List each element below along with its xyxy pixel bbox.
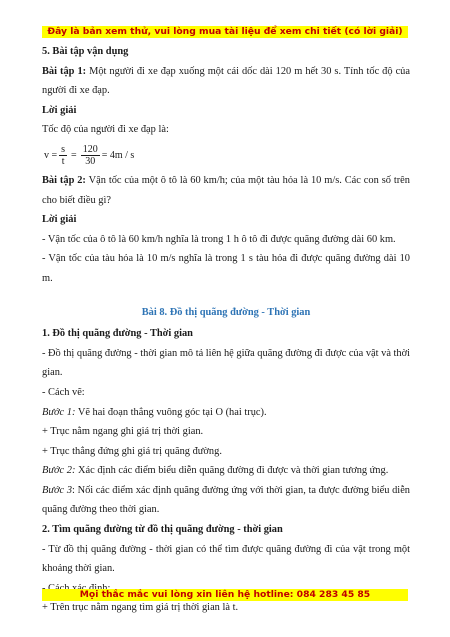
subsection-heading: 2. Tìm quãng đường từ đồ thị quãng đường - thời gian [42,524,283,536]
speed-formula [44,141,410,171]
solution-heading: Lời giải [42,104,77,116]
step-label: Bước 2: [42,465,76,477]
step-label: Bước 1: [42,406,76,418]
step-text: : Nối các điểm xác định quãng đường ứng với thời gian, ta được đường biểu diễn quãng đường theo thời gian. [42,484,411,516]
paragraph: - Từ đồ thị quãng đường - thời gian có thể tìm được quãng đường đi của vật trong một khoảng thời gian. [42,543,410,575]
paragraph: + Trên trục nằm ngang tìm giá trị thời gian là t. [42,602,239,614]
paragraph: - Đồ thị quãng đường - thời gian mô tả liên hệ giữa quãng đường đi được của vật và thời gian. [42,347,410,379]
document-page [42,42,410,618]
subsection-heading: 1. Đồ thị quãng đường - Thời gian [42,328,193,340]
step-text: Vẽ hai đoạn thẳng vuông góc tại O (hai trục). [75,406,267,418]
exercise-label: Bài tập 2: [42,174,86,186]
solution-heading: Lời giải [42,214,77,226]
fraction-120-over-30 [81,144,100,167]
step-text: Xác định các điểm biểu diễn quãng đường đi được và thời gian tương ứng. [75,465,389,477]
formula-lhs: v = [44,150,58,162]
formula-equals: = [71,150,77,162]
section-heading: 5. Bài tập vận dụng [42,46,129,57]
step-1 [42,403,410,423]
exercise-text: Vận tốc của một ô tô là 60 km/h; của một tàu hỏa là 10 m/s. Các con số trên cho biết điều gì? [42,174,410,206]
step-label: Bước 3 [42,484,73,496]
exercise-1 [42,62,410,101]
lesson-title: Bài 8. Đồ thị quãng đường - Thời gian [141,306,311,318]
paragraph: - Cách vẽ: [42,386,85,398]
exercise-2 [42,171,410,210]
exercise-text: Một người đi xe đạp xuống một cái dốc dài 120 m hết 30 s. Tính tốc độ của người đi xe đạp. [42,65,410,97]
hotline-banner: Mọi thắc mắc vui lòng xin liên hệ hotline: 084 283 45 85 [42,589,408,601]
fraction-denominator: 30 [85,156,96,168]
step-3 [42,481,410,520]
formula-result: = 4m / s [101,150,135,162]
paragraph: + Trục thẳng đứng ghi giá trị quãng đường. [42,445,222,457]
solution-text: Tốc độ của người đi xe đạp là: [42,124,169,136]
step-2 [42,461,410,481]
paragraph: + Trục nằm ngang ghi giá trị thời gian. [42,426,204,438]
fraction-s-over-t [59,144,67,167]
preview-banner: Đây là bản xem thử, vui lòng mua tài liệu để xem chi tiết (có lời giải) [42,26,408,38]
exercise-label: Bài tập 1: [42,65,87,77]
solution-line: - Vận tốc của ô tô là 60 km/h nghĩa là trong 1 h ô tô đi được quãng đường dài 60 km. [42,233,396,245]
solution-line: - Vận tốc của tàu hỏa là 10 m/s nghĩa là trong 1 s tàu hỏa đi được quãng đường dài 10 m. [42,253,410,284]
fraction-numerator: 120 [82,144,98,156]
fraction-numerator: s [61,144,66,156]
fraction-denominator: t [61,156,65,168]
